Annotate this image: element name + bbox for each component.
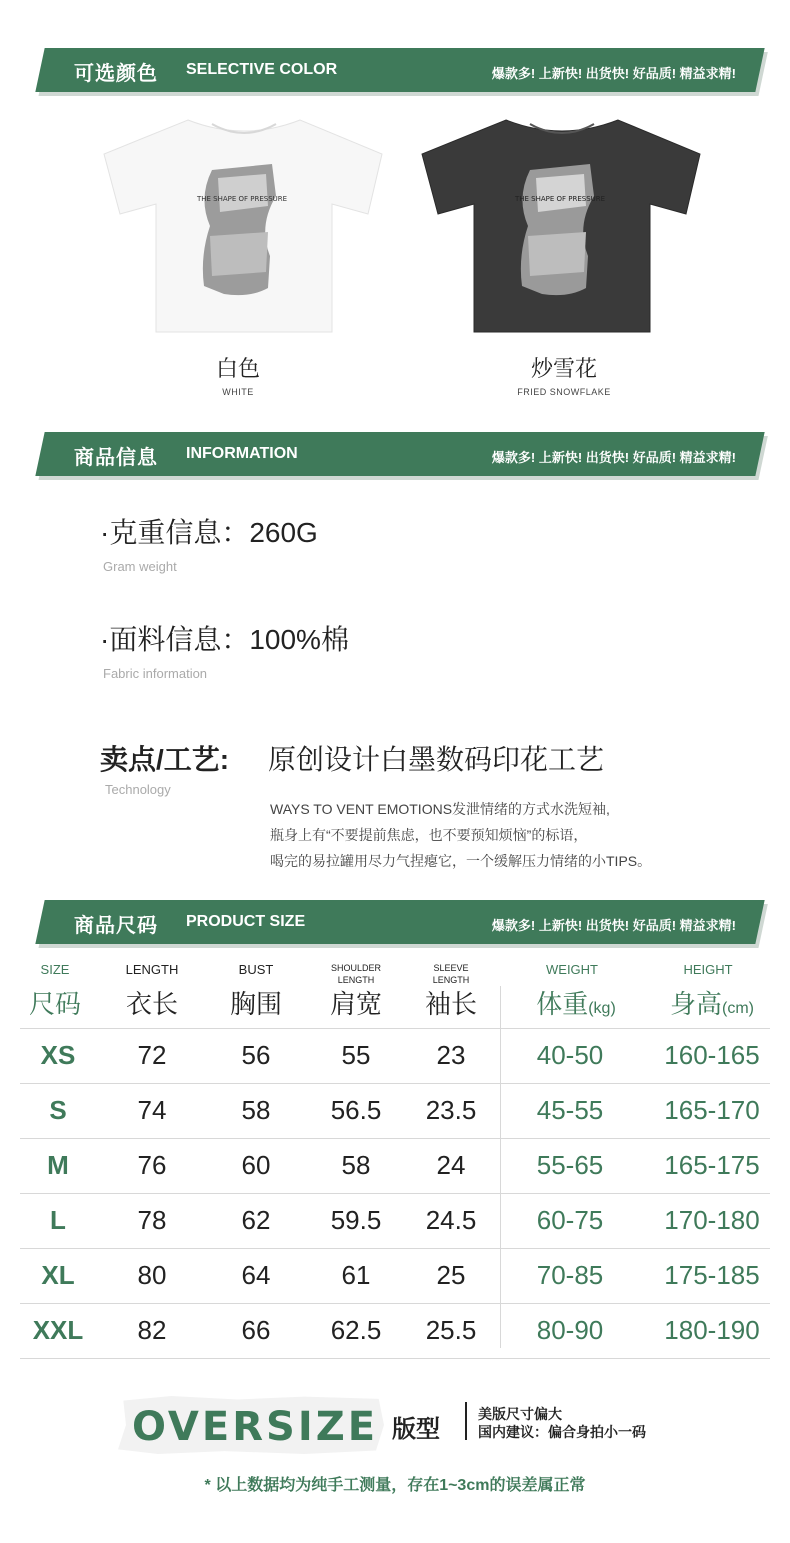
cell-sleeve: 23 [436,1040,466,1070]
cell-weight: 70-85 [536,1260,604,1290]
section-banner-size [40,900,760,944]
height-unit: (cm) [722,1000,754,1017]
banner-slogan: 爆款多! 上新快! 出货快! 好品质! 精益求精! [491,66,736,81]
header-shoulder-en: SHOULDER LENGTH [330,963,381,985]
cell-height: 165-175 [664,1150,760,1180]
banner-slogan: 爆款多! 上新快! 出货快! 好品质! 精益求精! [491,918,736,933]
color-name-en: FRIED SNOWFLAKE [517,387,611,397]
header-sleeve-cn: 袖长 [424,989,477,1019]
cell-height: 170-180 [664,1205,760,1235]
cell-sleeve: 25 [436,1260,466,1290]
section-banner-info [40,432,760,476]
color-name-cn: 炒雪花 [530,356,597,381]
table-row-divider [20,1358,770,1359]
cell-size: XL [41,1260,75,1290]
tech-desc-line: 瓶身上有“不要提前焦虑，也不要预知烦恼”的标语， [270,827,588,843]
cell-weight: 60-75 [536,1205,604,1235]
cell-size: XS [40,1040,76,1070]
weight-unit: (kg) [588,1000,616,1017]
banner-slogan: 爆款多! 上新快! 出货快! 好品质! 精益求精! [491,450,736,465]
cell-length: 72 [137,1040,167,1070]
header-size-en: SIZE [40,962,70,977]
fit-note-size: 美版尺寸偏大 [478,1406,562,1422]
cell-size: M [47,1150,69,1180]
cell-bust: 64 [241,1260,271,1290]
banner-title-en: PRODUCT SIZE [186,913,306,930]
fit-type-label: 版型 [392,1416,440,1443]
cell-length: 78 [137,1205,167,1235]
cell-weight: 45-55 [536,1095,604,1125]
header-bust-en: BUST [238,962,274,977]
banner-title-en: SELECTIVE COLOR [186,61,338,78]
tech-label-en: Technology [105,782,171,797]
section-banner-color [40,48,760,92]
measurement-footnote: * 以上数据均为纯手工测量，存在1~3cm的误差属正常 [204,1477,586,1494]
cell-size: XXL [32,1315,84,1345]
table-row-divider [20,1028,770,1029]
color-option-snowflake[interactable] [444,352,684,397]
table-row-divider [20,1083,770,1084]
info-fabric [100,618,349,681]
cell-height: 160-165 [664,1040,760,1070]
tech-desc-line: WAYS TO VENT EMOTIONS发泄情绪的方式水洗短袖, [270,801,610,817]
table-row-divider [20,1303,770,1304]
color-option-white[interactable] [118,352,358,397]
cell-sleeve: 23.5 [425,1095,477,1125]
header-length-en: LENGTH [125,962,179,977]
cell-height: 175-185 [664,1260,760,1290]
cell-shoulder: 56.5 [330,1095,382,1125]
header-weight-cn [516,984,636,1021]
cell-bust: 62 [241,1205,271,1235]
table-row-divider [20,1248,770,1249]
header-bust-cn: 胸围 [229,989,282,1019]
header-sleeve-en: SLEEVE LENGTH [432,963,470,985]
cell-length: 80 [137,1260,167,1290]
header-size-cn: 尺码 [28,989,81,1019]
banner-title-cn: 可选颜色 [74,63,158,85]
header-length-cn: 衣长 [125,989,178,1019]
cell-bust: 58 [241,1095,271,1125]
cell-bust: 66 [241,1315,271,1345]
print-text: THE SHAPE OF PRESSURE [514,195,606,203]
oversize-badge [118,1396,384,1454]
cell-sleeve: 24.5 [425,1205,477,1235]
table-row-divider [20,1193,770,1194]
cell-shoulder: 59.5 [330,1205,382,1235]
cell-shoulder: 58 [341,1150,371,1180]
fit-divider [465,1402,467,1440]
fabric-value: ·面料信息：100%棉 [100,624,349,655]
banner-title-en: INFORMATION [186,445,298,462]
white-shirt-image [100,116,388,336]
tech-value: 原创设计白墨数码印花工艺 [268,744,605,775]
height-cn: 身高 [670,989,723,1019]
cell-shoulder: 55 [341,1040,371,1070]
tech-description [270,796,651,874]
table-row-divider [20,1138,770,1139]
cell-size: L [50,1205,66,1235]
fit-note-advice: 国内建议：偏合身拍小一码 [478,1424,646,1440]
cell-shoulder: 61 [341,1260,371,1290]
cell-size: S [49,1095,67,1125]
header-height-cn [652,984,772,1021]
cell-bust: 60 [241,1150,271,1180]
banner-title-cn: 商品信息 [74,447,158,469]
cell-sleeve: 25.5 [425,1315,477,1345]
tech-desc-line: 喝完的易拉罐用尽力气捏瘪它，一个缓解压力情绪的小TIPS。 [270,853,652,869]
print-text: THE SHAPE OF PRESSURE [196,195,288,203]
table-divider-vertical [500,986,501,1348]
snowflake-shirt-image [418,116,706,336]
weight-cn: 体重 [536,989,589,1019]
fabric-label-en: Fabric information [103,666,208,681]
tech-label: 卖点/工艺: [100,744,230,775]
info-weight [100,511,318,574]
color-name-cn: 白色 [215,356,260,381]
oversize-text: OVERSIZE [132,1404,379,1450]
color-name-en: WHITE [222,387,254,397]
header-shoulder-cn: 肩宽 [329,989,382,1019]
cell-length: 74 [137,1095,167,1125]
cell-length: 82 [137,1315,167,1345]
weight-label-en: Gram weight [103,559,177,574]
header-weight-en: WEIGHT [546,962,598,977]
cell-weight: 55-65 [536,1150,604,1180]
cell-length: 76 [137,1150,167,1180]
cell-bust: 56 [241,1040,271,1070]
cell-height: 165-170 [664,1095,760,1125]
cell-height: 180-190 [664,1315,760,1345]
banner-title-cn: 商品尺码 [74,915,158,937]
cell-weight: 40-50 [536,1040,604,1070]
cell-sleeve: 24 [436,1150,466,1180]
weight-value: ·克重信息：260G [100,517,318,548]
header-height-en: HEIGHT [683,962,733,977]
cell-weight: 80-90 [536,1315,604,1345]
cell-shoulder: 62.5 [330,1315,382,1345]
